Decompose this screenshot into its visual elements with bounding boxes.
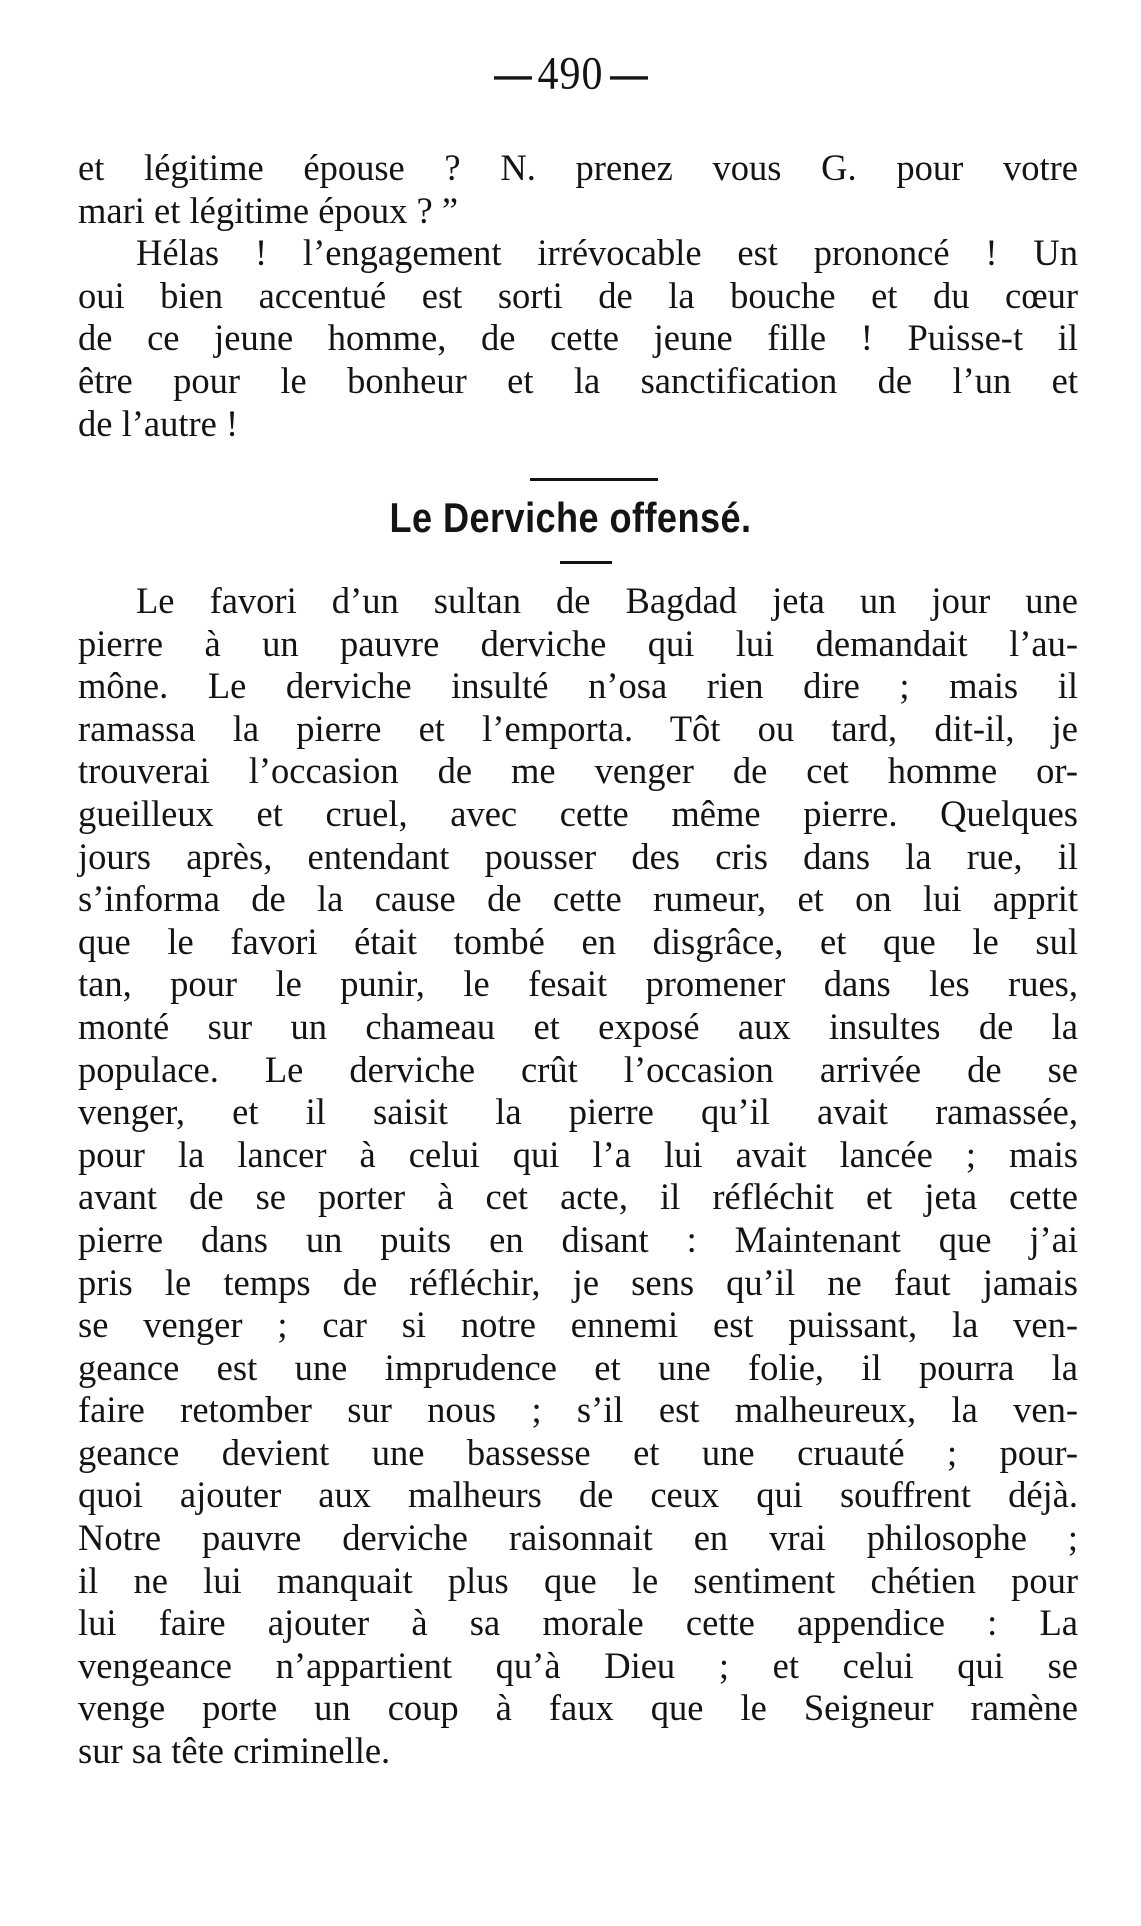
story-line: mône. Le derviche insulté n’osa rien dire ; mais il: [78, 665, 1078, 707]
story-line: pierre dans un puits en disant : Maintenant que j’ai: [78, 1218, 1078, 1260]
paragraph-2-line: Hélas ! l’engagement irrévocable est prononcé ! Un: [136, 232, 1078, 274]
story-line: gueilleux et cruel, avec cette même pierre. Quelques: [78, 792, 1078, 834]
section-bottom-rule: [560, 561, 612, 564]
opening-text: [78, 147, 1078, 445]
story-line: Le favori d’un sultan de Bagdad jeta un jour une: [136, 580, 1078, 621]
paragraph-1-line: mari et légitime époux ? ”: [78, 189, 459, 231]
section-top-rule: [530, 478, 658, 481]
story-line: trouverai l’occasion de me venger de cet homme or-: [78, 750, 1078, 792]
story-line: faire retomber sur nous ; s’il est malheureux, la ven-: [78, 1389, 1078, 1431]
story-line: pierre à un pauvre derviche qui lui demandait l’au-: [78, 622, 1078, 664]
paragraph-2-line: de l’autre !: [78, 402, 239, 444]
story-line: se venger ; car si notre ennemi est puissant, la ven-: [78, 1304, 1078, 1346]
story-line: pris le temps de réfléchir, je sens qu’il ne faut jamais: [78, 1261, 1078, 1303]
story-line: monté sur un chameau et exposé aux insultes de la: [78, 1005, 1078, 1047]
page-number-value: 490: [537, 48, 604, 100]
story-line: Notre pauvre derviche raisonnait en vrai philosophe ;: [78, 1517, 1078, 1559]
story-line: quoi ajouter aux malheurs de ceux qui souffrent déjà.: [78, 1474, 1078, 1516]
paragraph-2-line: oui bien accentué est sorti de la bouche et du cœur: [78, 274, 1078, 316]
story-line: venger, et il saisit la pierre qu’il avait ramassée,: [78, 1091, 1078, 1133]
story-line: pour la lancer à celui qui l’a lui avait lancée ; mais: [78, 1133, 1078, 1175]
story-line: il ne lui manquait plus que le sentiment chétien pour: [78, 1559, 1078, 1601]
story-line: ramassa la pierre et l’emporta. Tôt ou tard, dit-il, je: [78, 707, 1078, 749]
page-number-right-dash: [610, 76, 648, 79]
story-line: populace. Le derviche crût l’occasion arrivée de se: [78, 1048, 1078, 1090]
story-line: lui faire ajouter à sa morale cette appendice : La: [78, 1602, 1078, 1644]
story-line: geance devient une bassesse et une cruauté ; pour-: [78, 1431, 1078, 1473]
page-number-left-dash: [494, 76, 532, 79]
story-line: venge porte un coup à faux que le Seigneur ramène: [78, 1687, 1078, 1729]
story-line: jours après, entendant pousser des cris dans la rue, il: [78, 835, 1078, 877]
paragraph-2-line: de ce jeune homme, de cette jeune fille ! Puisse-t il: [78, 317, 1078, 359]
story-line: geance est une imprudence et une folie, il pourra la: [78, 1346, 1078, 1388]
paragraph-2-line: être pour le bonheur et la sanctification de l’un et: [78, 359, 1078, 401]
story-line: que le favori était tombé en disgrâce, et que le sul: [78, 920, 1078, 962]
section-title: Le Derviche offensé.: [389, 494, 752, 541]
story-line: tan, pour le punir, le fesait promener dans les rues,: [78, 963, 1078, 1005]
story-text: [78, 580, 1078, 1773]
page-number: [0, 47, 1141, 101]
story-line: s’informa de la cause de cette rumeur, et on lui apprit: [78, 878, 1078, 920]
story-line: sur sa tête criminelle.: [78, 1730, 391, 1772]
paragraph-1-line: et légitime épouse ? N. prenez vous G. pour votre: [78, 147, 1078, 188]
story-line: avant de se porter à cet acte, il réfléchit et jeta cette: [78, 1176, 1078, 1218]
story-line: vengeance n’appartient qu’à Dieu ; et celui qui se: [78, 1644, 1078, 1686]
